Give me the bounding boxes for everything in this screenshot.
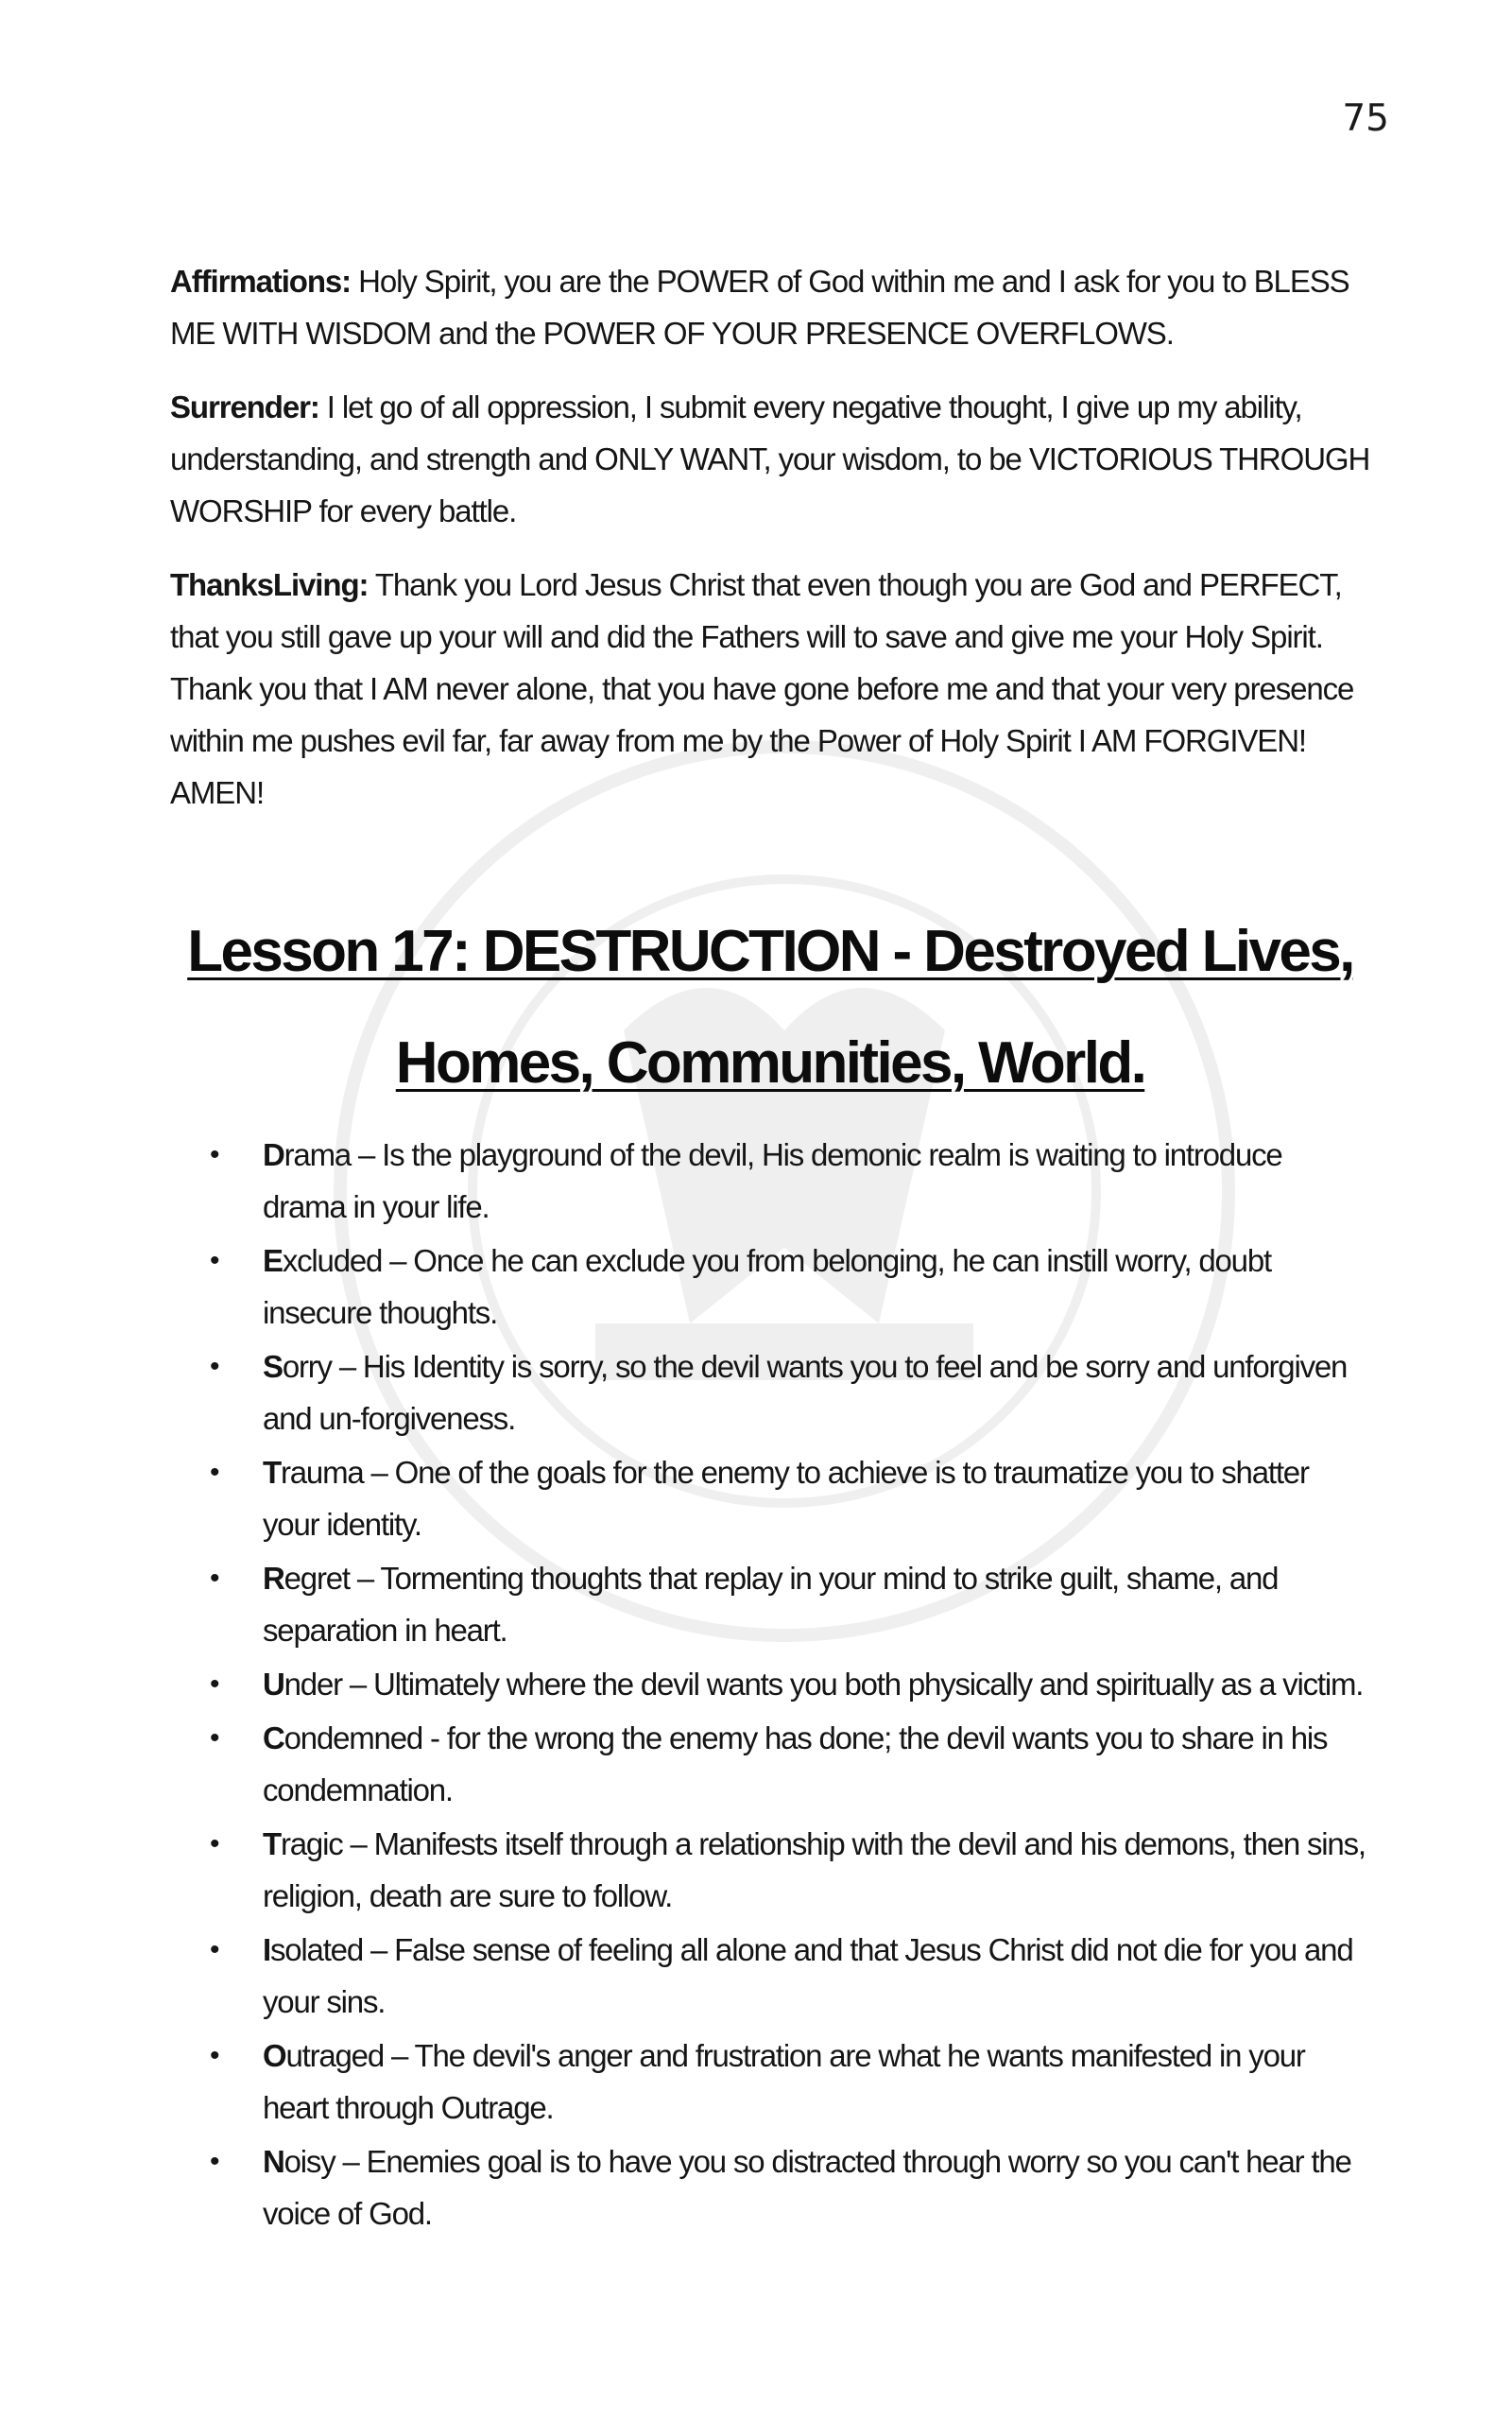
list-item-text: rama – Is the playground of the devil, His demonic realm is waiting to introduce drama in your life. <box>263 1137 1282 1224</box>
list-item-excluded <box>170 1235 1370 1339</box>
list-item-initial: I <box>263 1932 270 1967</box>
list-item-regret <box>170 1552 1370 1656</box>
list-item-trauma <box>170 1446 1370 1550</box>
list-item-noisy <box>170 2135 1370 2239</box>
affirmations-text: Holy Spirit, you are the POWER of God within me and I ask for you to BLESS ME WITH WISDOM and the POWER OF YOUR PRESENCE OVERFLOWS. <box>170 264 1349 351</box>
thanksliving-text: Thank you Lord Jesus Christ that even though you are God and PERFECT, that you still gave up your will and did the Fathers will to save and give me your Holy Spirit. Thank you that I AM never alone, that you have gone before me and that your very presence within me pushes evil far, far away from me by the Power of Holy Spirit I AM FORGIVEN! AMEN! <box>170 567 1354 810</box>
bullet-icon: • <box>210 1722 219 1754</box>
lesson-title-line-2: Homes, Communities, World. <box>395 1030 1145 1096</box>
list-item-initial: N <box>263 2144 284 2179</box>
list-item-initial: D <box>263 1137 284 1172</box>
page-content <box>170 255 1370 2241</box>
surrender-text: I let go of all oppression, I submit every negative thought, I give up my ability, understanding, and strength and ONLY WANT, your wisdom, to be VICTORIOUS THROUGH WORSHIP for every battle. <box>170 389 1370 528</box>
list-item-initial: R <box>263 1561 284 1596</box>
list-item-initial: S <box>263 1349 283 1384</box>
thanksliving-label: ThanksLiving: <box>170 567 369 602</box>
list-item-text: ondemned - for the wrong the enemy has done; the devil wants you to share in his condemnation. <box>263 1720 1328 1807</box>
bullet-icon: • <box>210 1457 219 1488</box>
affirmations-label: Affirmations: <box>170 264 352 299</box>
list-item-text: rauma – One of the goals for the enemy to achieve is to traumatize you to shatter your identity. <box>263 1455 1309 1542</box>
list-item-text: egret – Tormenting thoughts that replay in your mind to strike guilt, shame, and separation in heart. <box>263 1561 1279 1648</box>
list-item-sorry <box>170 1340 1370 1444</box>
destruction-acrostic-list <box>170 1129 1370 2239</box>
thanksliving-paragraph <box>170 559 1370 819</box>
bullet-icon: • <box>210 1934 219 1965</box>
surrender-label: Surrender: <box>170 389 319 424</box>
list-item-initial: U <box>263 1667 284 1702</box>
list-item-initial: T <box>263 1826 281 1861</box>
list-item-condemned <box>170 1712 1370 1816</box>
list-item-initial: T <box>263 1455 281 1490</box>
list-item-initial: E <box>263 1243 283 1278</box>
lesson-title <box>170 896 1370 1119</box>
list-item-text: orry – His Identity is sorry, so the devil wants you to feel and be sorry and unforgiven and un-forgiveness. <box>263 1349 1348 1436</box>
list-item-isolated <box>170 1924 1370 2028</box>
bullet-icon: • <box>210 1563 219 1594</box>
list-item-text: ragic – Manifests itself through a relationship with the devil and his demons, then sins, religion, death are sure to follow. <box>263 1826 1366 1913</box>
list-item-drama <box>170 1129 1370 1233</box>
list-item-initial: O <box>263 2038 286 2073</box>
surrender-paragraph <box>170 381 1370 537</box>
list-item-text: solated – False sense of feeling all alone and that Jesus Christ did not die for you and your sins. <box>263 1932 1353 2019</box>
bullet-icon: • <box>210 1245 219 1276</box>
list-item-tragic <box>170 1818 1370 1922</box>
bullet-icon: • <box>210 1139 219 1170</box>
bullet-icon: • <box>210 2146 219 2177</box>
list-item-text: nder – Ultimately where the devil wants you both physically and spiritually as a victim. <box>284 1667 1364 1702</box>
bullet-icon: • <box>210 1668 219 1700</box>
list-item-under <box>170 1658 1370 1710</box>
list-item-outraged <box>170 2030 1370 2134</box>
list-item-text: oisy – Enemies goal is to have you so distracted through worry so you can't hear the voice of God. <box>263 2144 1351 2231</box>
page-number: 75 <box>1342 97 1389 140</box>
list-item-text: xcluded – Once he can exclude you from belonging, he can instill worry, doubt insecure thoughts. <box>263 1243 1271 1330</box>
bullet-icon: • <box>210 2040 219 2071</box>
bullet-icon: • <box>210 1351 219 1382</box>
list-item-initial: C <box>263 1720 284 1755</box>
list-item-text: utraged – The devil's anger and frustration are what he wants manifested in your heart through Outrage. <box>263 2038 1305 2125</box>
affirmations-paragraph <box>170 255 1370 359</box>
lesson-title-line-1: Lesson 17: DESTRUCTION - Destroyed Lives, <box>187 919 1353 984</box>
bullet-icon: • <box>210 1828 219 1859</box>
